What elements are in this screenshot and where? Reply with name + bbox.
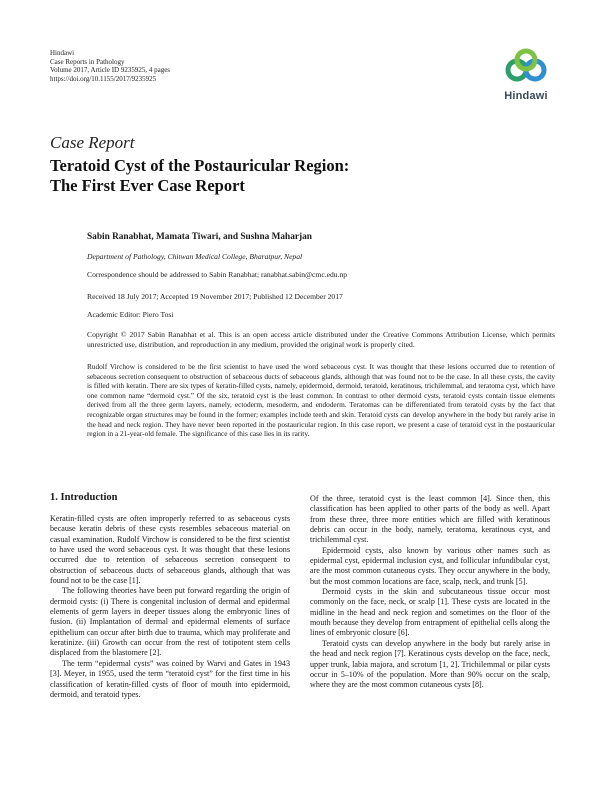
affiliation: Department of Pathology, Chitwan Medical College, Bharatpur, Nepal: [87, 252, 303, 261]
body-paragraph: Dermoid cysts in the skin and subcutaneous tissue occur most commonly on the face, neck, or scalp [1]. These cysts are located in the midline in the head and neck region and sometimes on the floor of the mouth because they develop from entrapment of epithelial cells along the lines of embryonic closure [6].: [310, 587, 550, 638]
body-paragraph: Teratoid cysts can develop anywhere in the body but rarely arise in the head and neck region [7]. Keratinous cysts develop on the face, neck, upper trunk, labia majora, and scrotum [1, 2]. Trichilemmal or pilar cysts occur in 5–10% of the population. More than 90% occur on the scalp, where they are the most common cutaneous cysts [8].: [310, 638, 550, 690]
author-list: Sabin Ranabhat, Mamata Tiwari, and Sushna Maharjan: [87, 232, 312, 242]
copyright-notice: Copyright © 2017 Sabin Ranabhat et al. This is an open access article distributed under the Creative Commons Attribution License, which permits unrestricted use, distribution, and reproduction in any medium, provided the original work is properly cited.: [87, 330, 555, 349]
correspondence: Correspondence should be addressed to Sabin Ranabhat; ranabhat.sabin@cmc.edu.np: [87, 270, 348, 279]
journal-name: Case Reports in Pathology: [50, 57, 125, 66]
abstract: Rudolf Virchow is considered to be the first scientist to have used the word sebaceous cyst. It was thought that these lesions occurred due to retention of sebaceous secretion consequent to obstruction of sebaceous ducts of sebaceous glands, although that was found not to be the case. In all these cysts, the cavity is filled with keratin. There are six types of keratin-filled cysts, namely, epidermoid, dermoid, teratoid, keratinous, trichilemmal, and teratoma cyst, which have one common name “dermoid cyst.” Of the six, teratoid cyst is the least common. In contrast to other dermoid cysts, teratoid cysts contain tissue elements derived from all the three germ layers, namely, ectoderm, mesoderm, and endoderm. Teratomas can be differentiated from teratoid cysts by the fact that recognizable organ structures may be found in the former; examples include teeth and skin. Teratoid cysts can develop anywhere in the body but rarely arise in the head and neck region. They have never been reported in the postauricular region. In this case report, we present a case of teratoid cyst in the postauricular region in a 21-year-old female. The significance of this case lies in its rarity.: [87, 362, 555, 439]
hindawi-logo-icon: [496, 46, 556, 90]
title-line-1: Teratoid Cyst of the Postauricular Region:: [50, 156, 350, 175]
hindawi-logo: [496, 46, 556, 106]
body-paragraph: Keratin-filled cysts are often improperly referred to as sebaceous cysts because keratin debris of these cysts resembles sebaceous material on casual examination. Rudolf Virchow is considered to be the first scientist to have used the word sebaceous cyst. It was thought that these lesions occurred due to retention of sebaceous secretion consequent to obstruction of sebaceous ducts of sebaceous glands, although that was found not to be the case [1].: [50, 514, 290, 586]
hindawi-logo-text: Hindawi: [504, 90, 548, 102]
doi-link[interactable]: https://doi.org/10.1155/2017/9235925: [50, 74, 157, 83]
right-column: [310, 494, 550, 691]
publisher-name: Hindawi: [50, 49, 75, 57]
publication-dates: Received 18 July 2017; Accepted 19 November 2017; Published 12 December 2017: [87, 292, 343, 301]
body-paragraph: Epidermoid cysts, also known by various other names such as epidermal cyst, epidermal inclusion cyst, and follicular infundibular cyst, are the most common cutaneous cysts. They occur anywhere in the body, but the most common locations are face, scalp, neck, and trunk [5].: [310, 545, 550, 586]
volume-info: Volume 2017, Article ID 9235925, 4 pages: [50, 66, 171, 75]
article-title: [50, 156, 550, 196]
title-line-2: The First Ever Case Report: [50, 176, 245, 195]
body-paragraph: The following theories have been put forward regarding the origin of dermoid cysts: (i) There is congenital inclusion of dermal and epidermal elements of germ layers in deeper tissues along the embryonic lines of fusion. (ii) Implantation of dermal and epidermal elements of surface epithelium can occur after birth due to trauma, which may proliferate and keratinize. (iii) Growth can occur from the rest of totipotent stem cells displaced from the blastomere [2].: [50, 586, 290, 658]
body-paragraph: Of the three, teratoid cyst is the least common [4]. Since then, this classification has been applied to other parts of the body as well. Apart from these three, three more entities which are filled with keratinous debris can occur in the body, namely, teratoma, keratinous cyst, and trichilemmal cyst.: [310, 494, 550, 545]
article-type: Case Report: [50, 133, 135, 152]
journal-header: [50, 49, 170, 83]
left-column: [50, 492, 290, 700]
body-paragraph: The term “epidermal cysts” was coined by Warvi and Gates in 1943 [3]. Meyer, in 1955, used the term “teratoid cyst” for the first time in his classification of keratin-filled cysts of floor of mouth into epidermoid, dermoid, and teratoid types.: [50, 658, 290, 699]
introduction-heading: 1. Introduction: [50, 492, 118, 503]
academic-editor: Academic Editor: Piero Tosi: [87, 310, 174, 319]
